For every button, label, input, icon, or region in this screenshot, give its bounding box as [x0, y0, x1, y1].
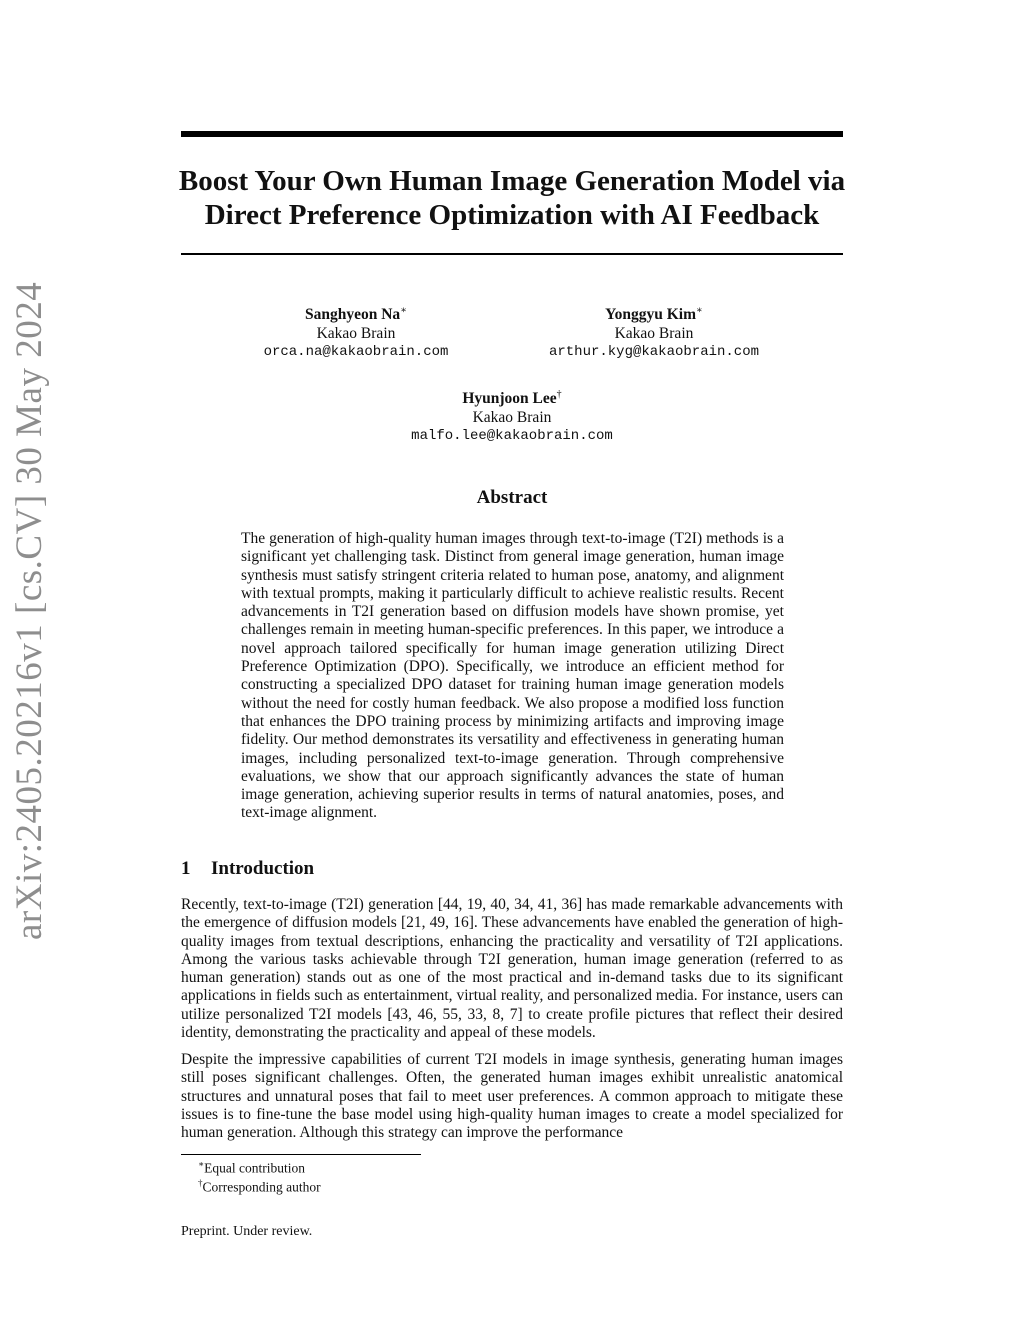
title-rule-top [181, 131, 843, 137]
author-block-3 [382, 385, 642, 446]
author-mark: † [556, 389, 562, 400]
author-email: orca.na@kakaobrain.com [263, 344, 449, 361]
author-name: Yonggyu Kim [605, 306, 697, 324]
author-block-1 [226, 301, 486, 362]
intro-paragraph-2: Despite the impressive capabilities of current T2I models in image synthesis, generating human images still poses significant challenges. Often, the generated human images exhibit unrealistic anatomical structures and unnatural poses that fail to meet user preferences. A common approach to mitigate these issues is to fine-tune the base model using high-quality human images to create a model specialized for human generation. Although this strategy can improve the performance [181, 1051, 843, 1142]
author-affiliation: Kakao Brain [472, 409, 552, 427]
intro-paragraph-1: Recently, text-to-image (T2I) generation [44, 19, 40, 34, 41, 36] has made remarkable advancements with the emergence of diffusion models [21, 49, 16]. These advancements have enabled the generation of high-quality images from textual descriptions, enhancing the practicality and versatility of T2I applications. Among the various tasks achievable through T2I generation, human image generation (referred to as human generation) stands out as one of the most practical and in-demand tasks due to its significant applications in fields such as entertainment, virtual reality, and personalized media. For instance, users can utilize personalized T2I models [43, 46, 55, 33, 8, 7] to create profile pictures that reflect their desired identity, demonstrating the practicality and appeal of these models. [181, 896, 843, 1042]
title-rule-bottom [181, 253, 843, 255]
abstract-heading: Abstract [476, 487, 548, 508]
author-name: Sanghyeon Na [305, 306, 401, 324]
footnote-text: Equal contribution [204, 1160, 305, 1176]
author-block-2 [524, 301, 784, 362]
author-mark: ∗ [696, 305, 703, 316]
paper-title [170, 164, 854, 232]
footnote-equal-contribution [198, 1156, 305, 1177]
footnote-mark: † [198, 1178, 203, 1188]
footnote-mark: ∗ [198, 1159, 205, 1169]
abstract-text: The generation of high-quality human images through text-to-image (T2I) methods is a significant yet challenging task. Distinct from general image generation, human image synthesis must satisfy stringent criteria related to human pose, anatomy, and alignment with textual prompts, making it particularly difficult to achieve realistic results. Recent advancements in T2I generation based on diffusion models have shown promise, yet challenges remain in meeting human-specific preferences. In this paper, we introduce a novel approach tailored specifically for human image generation utilizing Direct Preference Optimization (DPO). Specifically, we introduce an efficient method for constructing a specialized DPO dataset for training human image generation models without the need for costly human feedback. We also propose a modified loss function that enhances the DPO training process by minimizing artifacts and improving image fidelity. Our method demonstrates its versatility and effectiveness in generating human images, including personalized text-to-image generation. Through comprehensive evaluations, we show that our approach significantly advances the state of human image generation, achieving superior results in terms of natural anatomies, poses, and text-image alignment. [241, 530, 784, 822]
arxiv-identifier-stamp: arXiv:2405.20216v1 [cs.CV] 30 May 2024 [9, 281, 50, 940]
author-affiliation: Kakao Brain [614, 325, 694, 343]
title-line-1: Boost Your Own Human Image Generation Model via [178, 165, 846, 197]
section-heading-introduction [181, 858, 314, 880]
author-name: Hyunjoon Lee [462, 390, 557, 408]
title-line-2: Direct Preference Optimization with AI Feedback [204, 199, 820, 231]
author-email: arthur.kyg@kakaobrain.com [548, 344, 760, 361]
author-affiliation: Kakao Brain [316, 325, 396, 343]
author-email: malfo.lee@kakaobrain.com [411, 428, 613, 445]
preprint-notice: Preprint. Under review. [181, 1224, 313, 1239]
footnote-rule [181, 1154, 421, 1155]
footnote-corresponding-author [198, 1175, 321, 1196]
section-title: Introduction [211, 858, 315, 879]
footnote-text: Corresponding author [202, 1179, 321, 1195]
section-number: 1 [181, 858, 191, 879]
author-mark: ∗ [400, 305, 407, 316]
